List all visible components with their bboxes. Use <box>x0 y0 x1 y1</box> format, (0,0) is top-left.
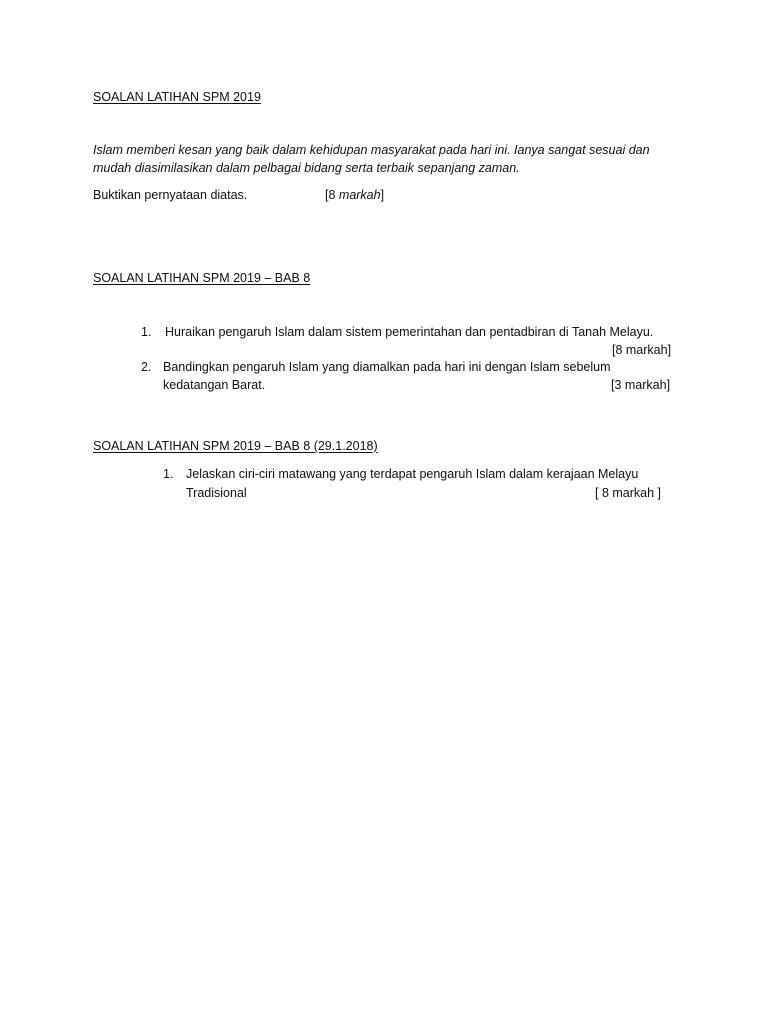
section1-marks <box>325 186 384 204</box>
section2-q2-text-line1: Bandingkan pengaruh Islam yang diamalkan pada hari ini dengan Islam sebelum <box>163 360 611 374</box>
section3-q1-text-line2: Tradisional <box>186 486 247 500</box>
section3-q1-marks: [ 8 markah ] <box>595 486 661 500</box>
section1-marks-open: [8 <box>325 188 339 202</box>
section2-q2-number: 2. <box>141 360 152 374</box>
section2-heading: SOALAN LATIHAN SPM 2019 – BAB 8 <box>93 271 311 285</box>
section2-q1-text: Huraikan pengaruh Islam dalam sistem pemerintahan dan pentadbiran di Tanah Melayu. <box>165 325 654 339</box>
section2-q2-text-line2: kedatangan Barat. <box>163 378 266 392</box>
section3-heading: SOALAN LATIHAN SPM 2019 – BAB 8 (29.1.2018) <box>93 439 378 453</box>
section1-heading: SOALAN LATIHAN SPM 2019 <box>93 90 261 104</box>
section3-q1-number: 1. <box>163 467 174 481</box>
section2-q2-marks: [3 markah] <box>611 378 671 392</box>
section3-q1-text-line1: Jelaskan ciri-ciri matawang yang terdapat pengaruh Islam dalam kerajaan Melayu <box>186 467 639 481</box>
section1-marks-word: markah <box>338 188 381 202</box>
section2-q1-number: 1. <box>141 325 152 339</box>
section1-statement-line1: Islam memberi kesan yang baik dalam kehidupan masyarakat pada hari ini. Ianya sangat sesuai dan <box>93 143 650 157</box>
section1-marks-close: ] <box>380 188 385 202</box>
section2-q1-marks: [8 markah] <box>612 343 672 357</box>
section1-statement-line2: mudah diasimilasikan dalam pelbagai bidang serta terbaik sepanjang zaman. <box>93 161 520 175</box>
section1-instruction: Buktikan pernyataan diatas. <box>93 188 248 202</box>
